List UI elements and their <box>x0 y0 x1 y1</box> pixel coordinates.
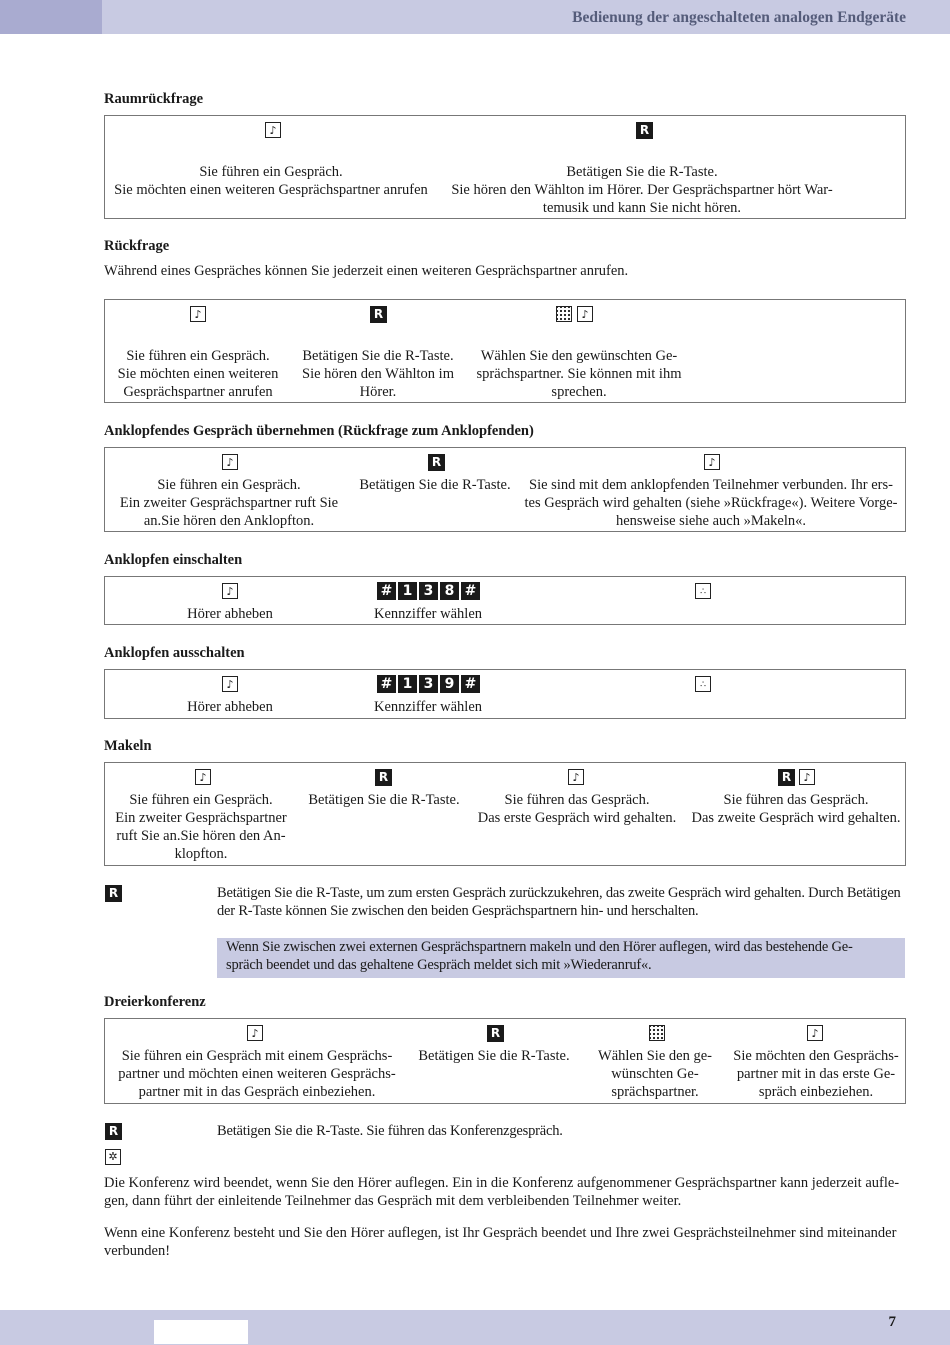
code-keys <box>377 675 480 693</box>
konf-step-4: Sie möchten den Gesprächs- partner mit in das erste Ge- spräch einbeziehen. <box>733 1048 899 1100</box>
handset-icon <box>704 454 720 470</box>
heading-raumrueckfrage: Raumrückfrage <box>104 91 204 107</box>
rueckfrage-intro: Während eines Gespräches können Sie jederzeit einen weiteren Gesprächspartner anrufen. <box>104 263 629 279</box>
ein-step-2: Kennziffer wählen <box>373 606 483 622</box>
handset-icon <box>807 1025 823 1041</box>
confirmation-tone-icon <box>695 583 711 599</box>
handset-icon <box>568 769 584 785</box>
key-9: 9 <box>440 675 459 693</box>
rueck-step-1: Sie führen ein Gespräch. Sie möchten einen weiteren Gesprächspartner anrufen <box>117 348 279 400</box>
footer-bar <box>0 1310 950 1345</box>
key-1: 1 <box>398 675 417 693</box>
makeln-r-key-text: Betätigen Sie die R-Taste, um zum ersten Gespräch zurückzukehren, das zweite Gespräch wird gehalten. Durch Betätigen der R-Taste können Sie zwischen den beiden Gesprächspartnern hin- und herschalten. <box>217 885 901 919</box>
r-key-icon: R <box>105 1123 122 1140</box>
heading-anklopfendes-gespraech: Anklopfendes Gespräch übernehmen (Rückfrage zum Anklopfenden) <box>104 423 534 439</box>
handset-icon <box>222 583 238 599</box>
anklopfen-ein-box <box>104 576 906 625</box>
page-number: 7 <box>888 1314 896 1330</box>
makeln-note-text: Wenn Sie zwischen zwei externen Gesprächspartnern makeln und den Hörer auflegen, wird das bestehende Ge- spräch beendet und das gehaltene Gespräch meldet sich mit »Wiederanruf«. <box>226 939 853 973</box>
makeln-step-1: Sie führen ein Gespräch. Ein zweiter Gesprächspartner ruft Sie an.Sie hören den An- klopfton. <box>115 792 287 862</box>
r-key-icon: R <box>487 1025 504 1042</box>
handset-icon <box>247 1025 263 1041</box>
ein-step-1: Hörer abheben <box>187 606 273 622</box>
makeln-step-2: Betätigen Sie die R-Taste. <box>308 792 460 808</box>
handset-icon <box>577 306 593 322</box>
heading-anklopfen-einschalten: Anklopfen einschalten <box>104 552 243 568</box>
heading-rueckfrage: Rückfrage <box>104 238 170 254</box>
key-hash: # <box>461 582 480 600</box>
key-3: 3 <box>419 582 438 600</box>
keypad-icon <box>649 1025 665 1041</box>
makeln-step-4: Sie führen das Gespräch. Das zweite Gespräch wird gehalten. <box>691 792 901 826</box>
key-8: 8 <box>440 582 459 600</box>
r-key-icon: R <box>370 306 387 323</box>
star-key-icon: ✲ <box>105 1149 121 1165</box>
handset-icon <box>222 454 238 470</box>
konf-step-1: Sie führen ein Gespräch mit einem Gesprächs- partner und möchten einen weiteren Gesprächs- partner mit in das Gespräch einbeziehen. <box>118 1048 396 1100</box>
footer-box <box>154 1320 248 1344</box>
page-header-title: Bedienung der angeschalteten analogen Endgeräte <box>572 9 906 26</box>
konf-paragraph-2: Wenn eine Konferenz besteht und Sie den Hörer auflegen, ist Ihr Gespräch beendet und Ihre zwei Gesprächsteilnehmer sind miteinander verbunden! <box>104 1225 897 1259</box>
r-key-icon: R <box>778 769 795 786</box>
rueck-step-2: Betätigen Sie die R-Taste. Sie hören den Wählton im Hörer. <box>302 348 454 400</box>
heading-makeln: Makeln <box>104 738 152 754</box>
handset-icon <box>222 676 238 692</box>
anklopf-step-2: Betätigen Sie die R-Taste. <box>359 477 511 493</box>
keypad-icon <box>556 306 572 322</box>
dreierkonferenz-box <box>104 1018 906 1104</box>
key-3: 3 <box>419 675 438 693</box>
code-keys <box>377 582 480 600</box>
r-key-icon: R <box>375 769 392 786</box>
anklopf-step-1: Sie führen ein Gespräch. Ein zweiter Gesprächspartner ruft Sie an.Sie hören den Anklopfton. <box>119 477 339 529</box>
r-key-icon: R <box>636 122 653 139</box>
key-hash: # <box>461 675 480 693</box>
handset-icon <box>195 769 211 785</box>
rueckfrage-box <box>104 299 906 403</box>
aus-step-1: Hörer abheben <box>187 699 273 715</box>
r-key-icon: R <box>428 454 445 471</box>
confirmation-tone-icon <box>695 676 711 692</box>
r-key-icon: R <box>105 885 122 902</box>
raum-step-2: Betätigen Sie die R-Taste. Sie hören den Wählton im Hörer. Der Gesprächspartner hört War- temusik und kann Sie nicht hören. <box>451 164 833 216</box>
anklopf-step-3: Sie sind mit dem anklopfenden Teilnehmer verbunden. Ihr ers- tes Gespräch wird gehalten (siehe »Rückfrage«). Weitere Vorge- hensweise siehe auch »Makeln«. <box>524 477 898 529</box>
raum-step-1: Sie führen ein Gespräch. Sie möchten einen weiteren Gesprächspartner anrufen <box>114 164 428 198</box>
handset-icon <box>190 306 206 322</box>
handset-icon <box>265 122 281 138</box>
handset-icon <box>799 769 815 785</box>
key-hash: # <box>377 582 396 600</box>
konf-r-key-text: Betätigen Sie die R-Taste. Sie führen das Konferenzgespräch. <box>217 1123 563 1139</box>
aus-step-2: Kennziffer wählen <box>373 699 483 715</box>
raumrueckfrage-box <box>104 115 906 219</box>
heading-dreierkonferenz: Dreierkonferenz <box>104 994 206 1010</box>
makeln-step-3: Sie führen das Gespräch. Das erste Gespräch wird gehalten. <box>477 792 677 826</box>
header-tab <box>0 0 102 34</box>
heading-anklopfen-ausschalten: Anklopfen ausschalten <box>104 645 245 661</box>
anklopfen-aus-box <box>104 669 906 719</box>
konf-step-3: Wählen Sie den ge- wünschten Ge- sprächspartner. <box>598 1048 712 1100</box>
makeln-box <box>104 762 906 866</box>
konf-paragraph-1: Die Konferenz wird beendet, wenn Sie den Hörer auflegen. Ein in die Konferenz aufgenommener Gesprächspartner kann jederzeit aufle- gen, dann führt der einleitende Teilnehmer das Gespräch mit dem verbleibenden Teilnehmer weiter. <box>104 1175 900 1209</box>
rueck-step-3: Wählen Sie den gewünschten Ge- sprächspartner. Sie können mit ihm sprechen. <box>476 348 682 400</box>
konf-step-2: Betätigen Sie die R-Taste. <box>418 1048 570 1064</box>
key-hash: # <box>377 675 396 693</box>
anklopfendes-box <box>104 447 906 532</box>
key-1: 1 <box>398 582 417 600</box>
